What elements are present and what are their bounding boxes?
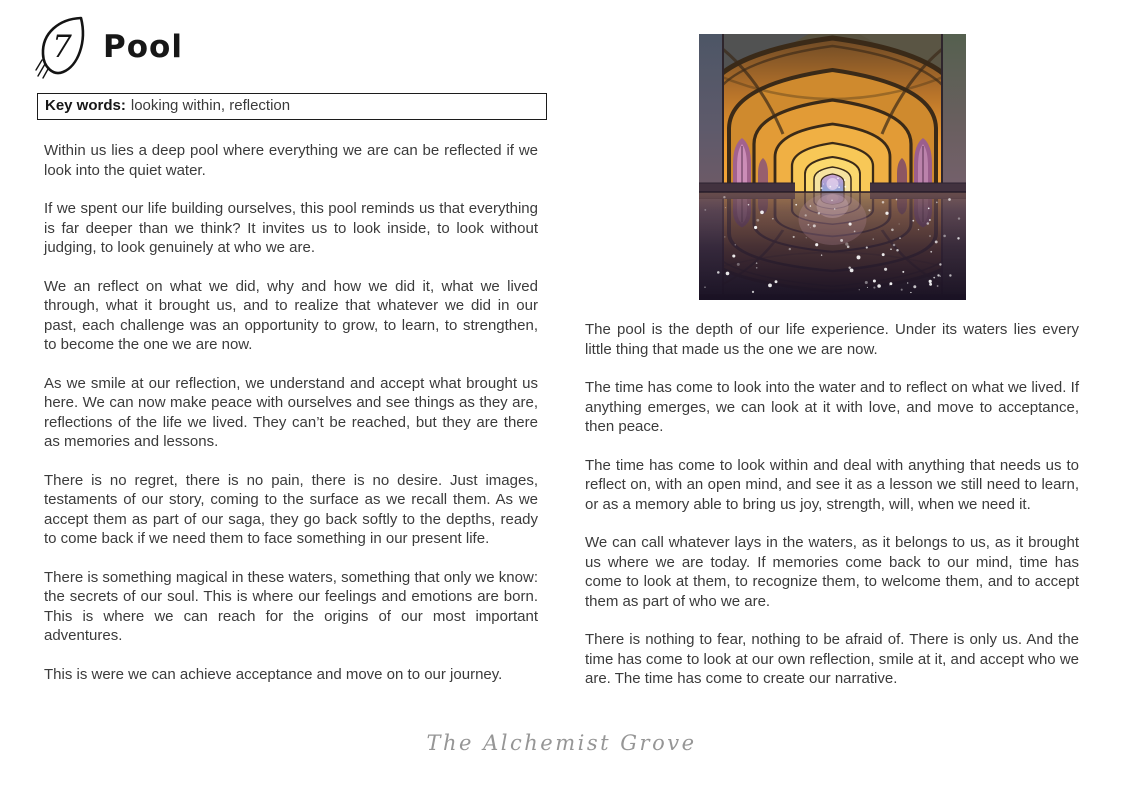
left-column (44, 141, 538, 684)
paragraph: Within us lies a deep pool where everything we are can be reflected if we look into the quiet water. (44, 142, 538, 179)
footer (0, 731, 1123, 755)
keywords-label: Key words: (45, 97, 126, 114)
paragraph: There is nothing to fear, nothing to be afraid of. There is only us. And the time has come to look at our own reflection, smile at it, and accept who we are. The time has come to create our narrative. (585, 631, 1079, 687)
paragraph: The pool is the depth of our life experience. Under its waters lies every little thing that made us the one we are now. (585, 321, 1079, 358)
paragraph: The time has come to look within and deal with anything that needs us to reflect on, with an open mind, and see it as a lesson we still need to learn, or as a memory able to bring us joy, strength, will, when we need it. (585, 456, 1079, 513)
keywords-value: looking within, reflection (130, 97, 291, 114)
keywords-box (37, 93, 547, 120)
paragraph: We an reflect on what we did, why and how we did it, what we lived through, what it brought us, and to realize that whatever we did in our past, each challenge was an opportunity to grow, to learn, to strengthen, to become the one we are now. (44, 277, 538, 353)
pool-card-illustration (699, 34, 966, 300)
paragraph: This is were we can achieve acceptance and move on to our journey. (44, 665, 503, 683)
publisher-logo: The Alchemist Grove (426, 731, 697, 755)
paragraph: The time has come to look into the water and to reflect on what we lived. If anything emerges, we can look at it with love, and move to acceptance, then peace. (585, 379, 1079, 435)
leaf-number-icon (33, 14, 91, 80)
paragraph: We can call whatever lays in the waters, as it belongs to us, as it brought us where we are today. If memories come back to our mind, time has come to look at them, to recognize them, to welcome them, and to accept them as part of who we are. (585, 534, 1079, 610)
header (33, 14, 183, 80)
page-title: Pool (103, 29, 183, 65)
right-column (585, 34, 1079, 689)
paragraph: If we spent our life building ourselves, this pool reminds us that everything is far deeper than we think? It invites us to look inside, to look without judging, to look genuinely at who we are. (44, 200, 538, 256)
card-number: 7 (52, 29, 72, 65)
paragraph: There is no regret, there is no pain, there is no desire. Just images, testaments of our story, coming to the surface as we recall them. As we accept them as part of our saga, they go back softly to the depths, ready to come back if we need them to face something in our present life. (44, 471, 538, 547)
paragraph: There is something magical in these waters, something that only we know: the secrets of our soul. This is where our feelings and emotions are born. This is where we can reach for the origins of our most important adventures. (44, 568, 538, 644)
paragraph: As we smile at our reflection, we understand and accept what brought us here. We can now make peace with ourselves and see things as they are, reflections of the life we lived. They can’t be reached, but they are there as memories and lessons. (44, 374, 538, 450)
